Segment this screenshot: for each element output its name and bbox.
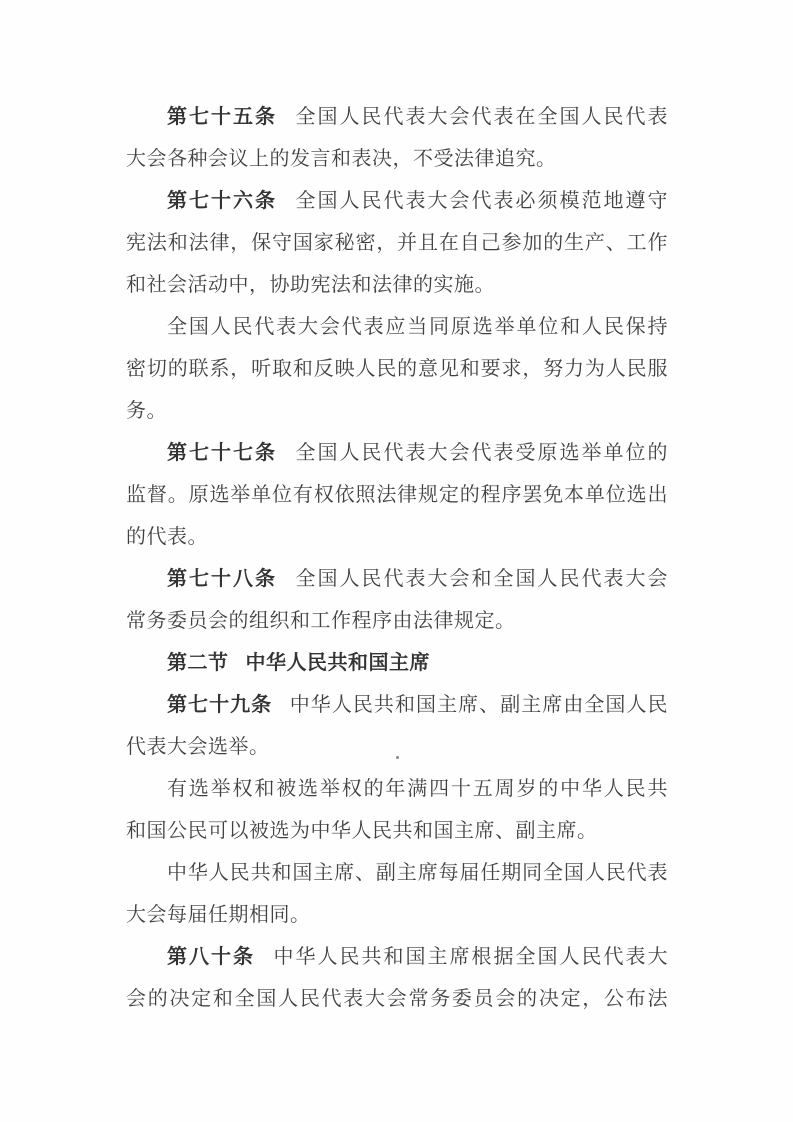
- text-line: [126, 558, 668, 600]
- text-line: [126, 768, 668, 810]
- article-number: 第七十八条: [167, 568, 277, 590]
- line-text: 代表大会选举。: [126, 736, 270, 758]
- text-line: [126, 348, 668, 390]
- article-number: 第八十条: [167, 946, 255, 968]
- line-text: 中华人民共和国主席、副主席每届任期同全国人民代表: [167, 862, 668, 884]
- line-text: 全国人民代表大会代表在全国人民代表: [294, 106, 668, 128]
- text-line: [126, 180, 668, 222]
- text-line: [126, 894, 668, 936]
- text-line: [126, 726, 668, 768]
- line-text: 密切的联系，听取和反映人民的意见和要求，努力为人民服: [126, 358, 668, 380]
- line-text: 务。: [126, 400, 167, 422]
- line-text: 的代表。: [126, 526, 208, 548]
- text-line: [126, 810, 668, 852]
- line-text: 全国人民代表大会和全国人民代表大会: [294, 568, 668, 590]
- text-line: [126, 516, 668, 558]
- line-text: 全国人民代表大会代表必须模范地遵守: [294, 190, 668, 212]
- line-text: 宪法和法律，保守国家秘密，并且在自己参加的生产、工作: [126, 232, 668, 254]
- section-heading-line: [126, 642, 668, 684]
- article-number: 第七十五条: [167, 106, 277, 128]
- line-text: 有选举权和被选举权的年满四十五周岁的中华人民共: [167, 778, 668, 800]
- line-text: 中华人民共和国主席、副主席由全国人民: [289, 694, 669, 716]
- text-line: [126, 474, 668, 516]
- line-text: 大会各种会议上的发言和表决，不受法律追究。: [126, 148, 557, 170]
- text-line: [126, 600, 668, 642]
- section-title: 中华人民共和国主席: [245, 652, 430, 674]
- text-line: [126, 96, 668, 138]
- text-line: [126, 684, 668, 726]
- text-line: [126, 138, 668, 180]
- text-line: [126, 852, 668, 894]
- text-line: [126, 978, 668, 1020]
- line-text: 和国公民可以被选为中华人民共和国主席、副主席。: [126, 820, 598, 842]
- line-text: 会的决定和全国人民代表大会常务委员会的决定，公布法: [126, 988, 668, 1010]
- line-text: 和社会活动中，协助宪法和法律的实施。: [126, 274, 495, 296]
- article-number: 第七十九条: [167, 694, 273, 716]
- article-number: 第七十六条: [167, 190, 277, 212]
- text-line: [126, 390, 668, 432]
- text-line: [126, 306, 668, 348]
- line-text: 全国人民代表大会代表应当同原选举单位和人民保持: [167, 316, 668, 338]
- section-number: 第二节: [167, 652, 229, 674]
- line-text: 常务委员会的组织和工作程序由法律规定。: [126, 610, 516, 632]
- line-text: 中华人民共和国主席根据全国人民代表大: [272, 946, 668, 968]
- text-line: [126, 222, 668, 264]
- text-line: [126, 936, 668, 978]
- line-text: 监督。原选举单位有权依照法律规定的程序罢免本单位选出: [126, 484, 668, 506]
- text-line: [126, 264, 668, 306]
- text-line: [126, 432, 668, 474]
- article-number: 第七十七条: [167, 442, 277, 464]
- scan-speck: [396, 756, 399, 759]
- line-text: 全国人民代表大会代表受原选举单位的: [294, 442, 668, 464]
- line-text: 大会每届任期相同。: [126, 904, 311, 926]
- document-text-block: [126, 96, 668, 1020]
